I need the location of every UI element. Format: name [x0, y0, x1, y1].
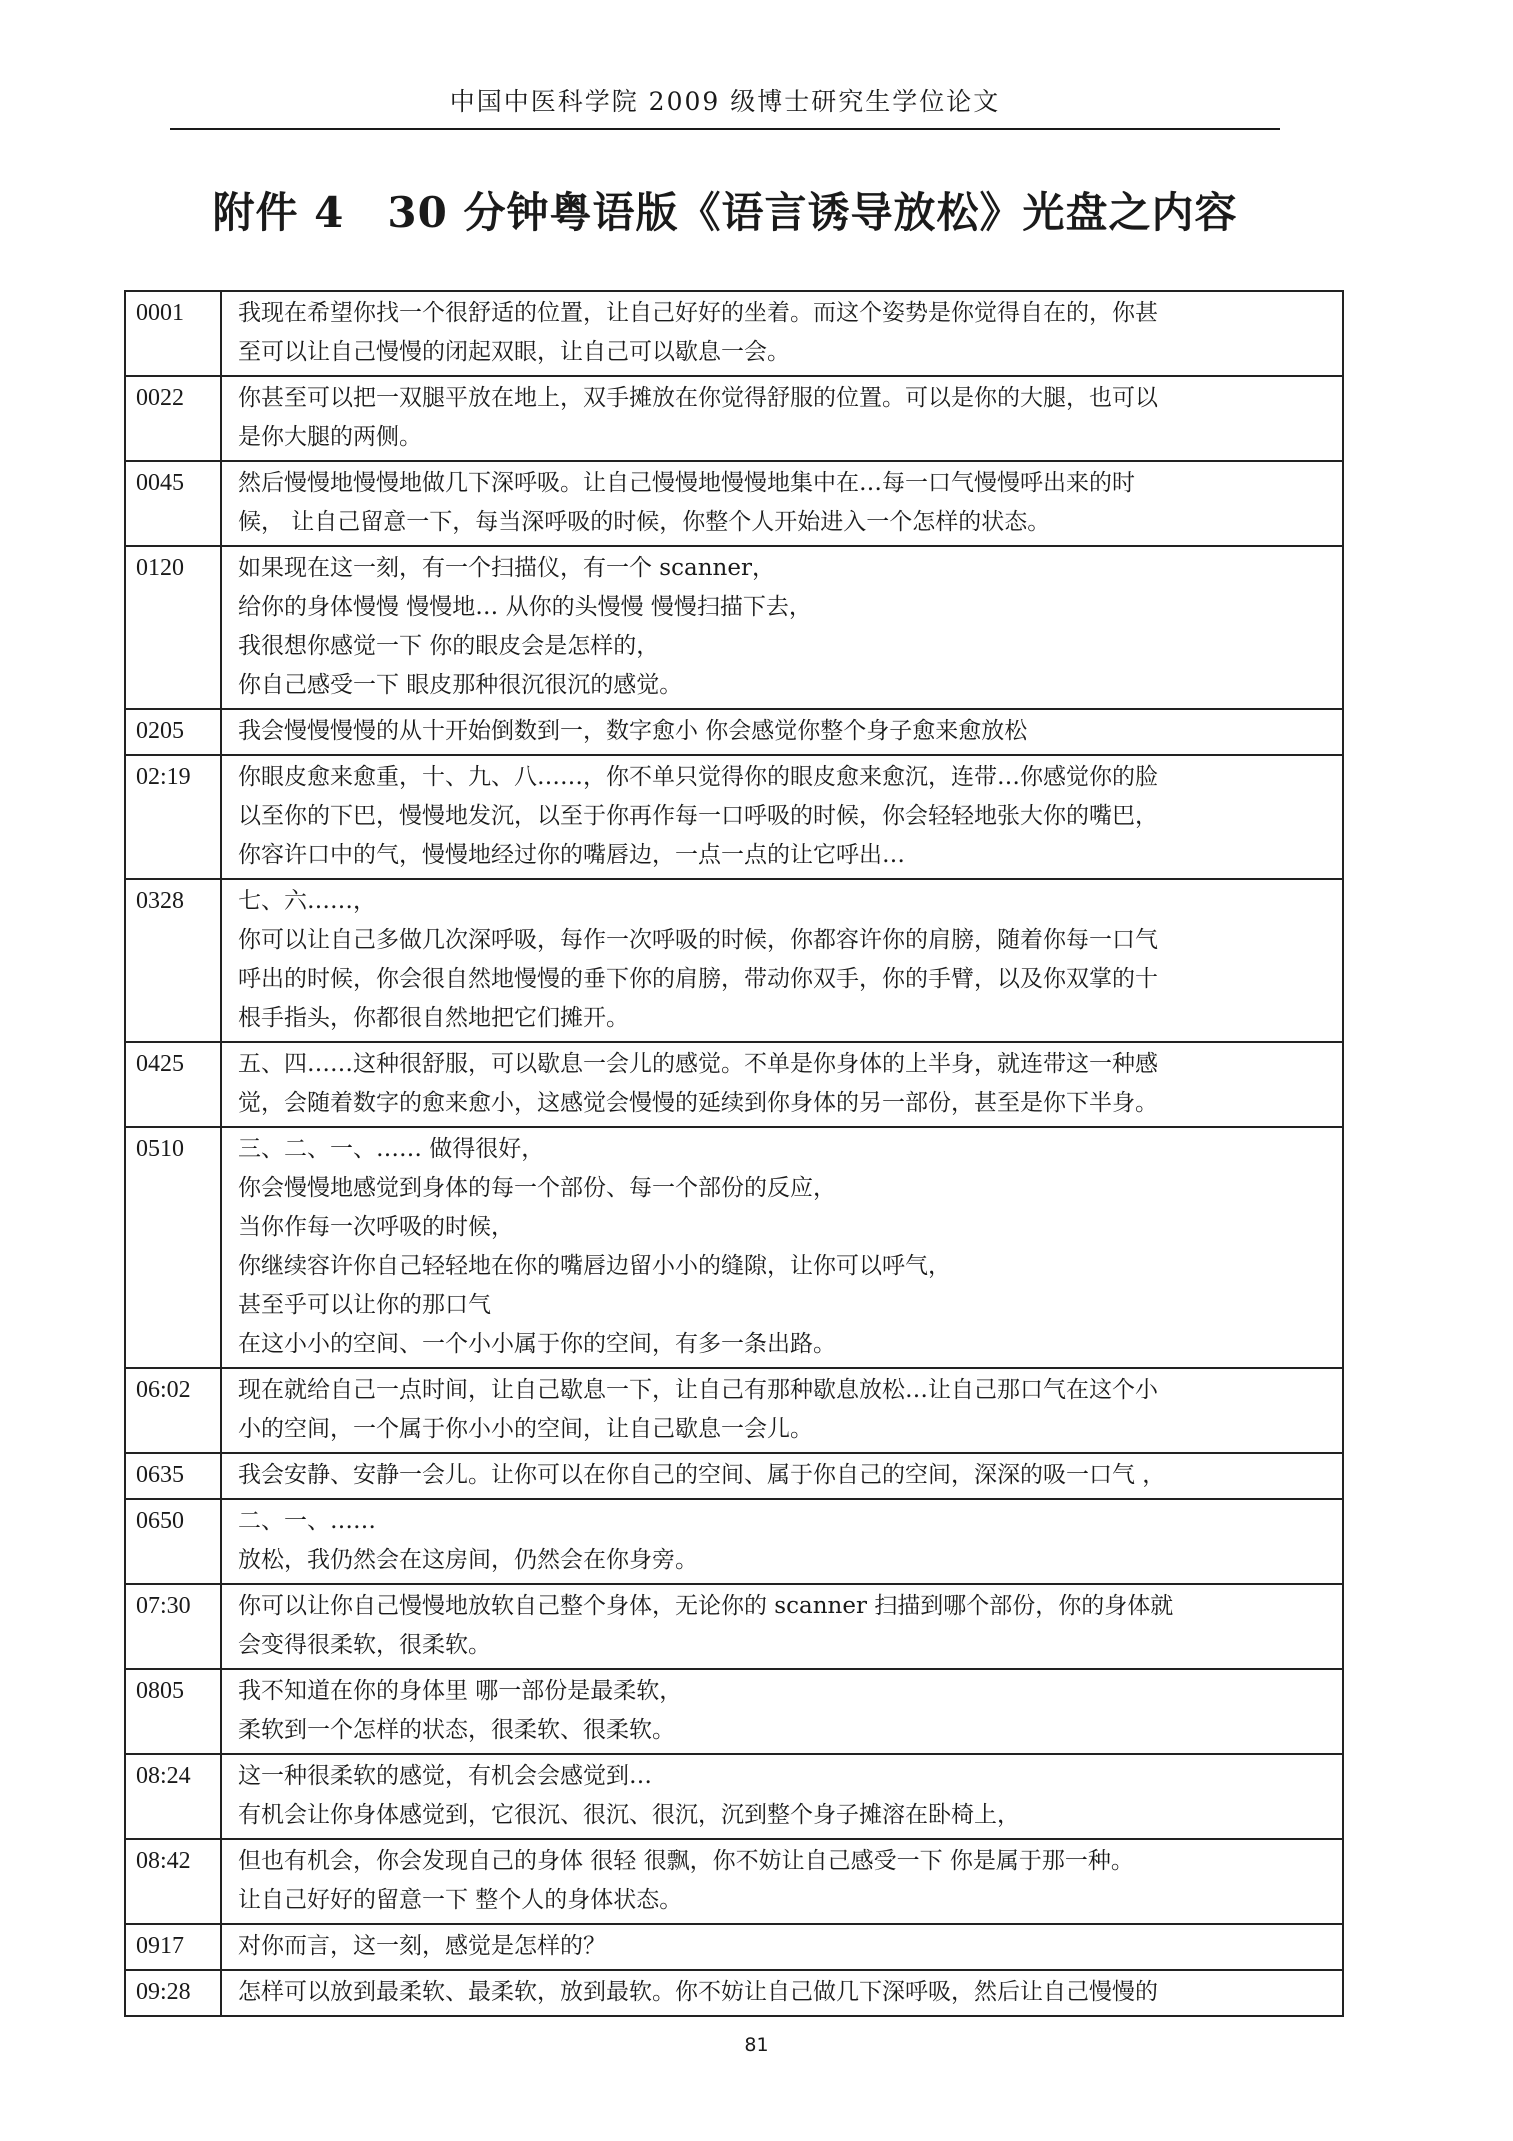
transcript-text-cell: [221, 1970, 1343, 2016]
table-row: [125, 461, 1343, 546]
table-row: [125, 755, 1343, 879]
timestamp-cell: 02:19: [125, 755, 221, 879]
transcript-line: 这一种很柔软的感觉，有机会会感觉到…: [238, 1763, 652, 1789]
timestamp-cell: 08:24: [125, 1754, 221, 1839]
transcript-text-cell: [221, 1584, 1343, 1669]
transcript-line: 你可以让你自己慢慢地放软自己整个身体，无论你的 scanner 扫描到哪个部份，你的身体就: [238, 1593, 1174, 1619]
transcript-line: 至可以让自己慢慢的闭起双眼，让自己可以歇息一会。: [238, 339, 790, 365]
transcript-line: 我会慢慢慢慢的从十开始倒数到一，数字愈小 你会感觉你整个身子愈来愈放松: [238, 718, 1028, 744]
transcript-line: 放松，我仍然会在这房间，仍然会在你身旁。: [238, 1547, 698, 1573]
transcript-line: 对你而言，这一刻，感觉是怎样的？: [238, 1933, 606, 1959]
transcript-line: 呼出的时候，你会很自然地慢慢的垂下你的肩膀，带动你双手，你的手臂，以及你双掌的十: [238, 966, 1158, 992]
page-number: 81: [744, 2034, 769, 2056]
transcript-line: 你甚至可以把一双腿平放在地上，双手摊放在你觉得舒服的位置。可以是你的大腿，也可以: [238, 385, 1158, 411]
transcript-text-cell: [221, 291, 1343, 376]
timestamp-cell: 09:28: [125, 1970, 221, 2016]
transcript-line: 让自己好好的留意一下 整个人的身体状态。: [238, 1887, 683, 1913]
transcript-line: 你自己感受一下 眼皮那种很沉很沉的感觉。: [238, 672, 683, 698]
timestamp-cell: 0205: [125, 709, 221, 755]
transcript-text-cell: [221, 1042, 1343, 1127]
timestamp-cell: 07:30: [125, 1584, 221, 1669]
transcript-line: 你可以让自己多做几次深呼吸，每作一次呼吸的时候，你都容许你的肩膀，随着你每一口气: [238, 927, 1158, 953]
timestamp-cell: 0510: [125, 1127, 221, 1368]
transcript-line: 有机会让你身体感觉到，它很沉、很沉、很沉，沉到整个身子摊溶在卧椅上，: [238, 1802, 1020, 1828]
transcript-line: 现在就给自己一点时间，让自己歇息一下，让自己有那种歇息放松…让自己那口气在这个小: [238, 1377, 1158, 1403]
timestamp-cell: 0328: [125, 879, 221, 1042]
timestamp-cell: 0805: [125, 1669, 221, 1754]
table-row: [125, 709, 1343, 755]
table-row: [125, 1924, 1343, 1970]
transcript-table: [124, 290, 1344, 2017]
transcript-line: 以至你的下巴，慢慢地发沉，以至于你再作每一口呼吸的时候，你会轻轻地张大你的嘴巴，: [238, 803, 1158, 829]
timestamp-cell: 0001: [125, 291, 221, 376]
transcript-text-cell: [221, 1499, 1343, 1584]
transcript-line: 怎样可以放到最柔软、最柔软，放到最软。你不妨让自己做几下深呼吸，然后让自己慢慢的: [238, 1979, 1158, 2005]
transcript-text-cell: [221, 1127, 1343, 1368]
transcript-line: 你容许口中的气，慢慢地经过你的嘴唇边，一点一点的让它呼出…: [238, 842, 905, 868]
timestamp-cell: 0425: [125, 1042, 221, 1127]
timestamp-cell: 0022: [125, 376, 221, 461]
transcript-line: 五、四……这种很舒服，可以歇息一会儿的感觉。不单是你身体的上半身，就连带这一种感: [238, 1051, 1158, 1077]
table-row: [125, 546, 1343, 709]
table-row: [125, 376, 1343, 461]
transcript-text-cell: [221, 1669, 1343, 1754]
transcript-text-cell: [221, 1754, 1343, 1839]
transcript-line: 在这小小的空间、一个小小属于你的空间，有多一条出路。: [238, 1331, 836, 1357]
transcript-line: 觉，会随着数字的愈来愈小，这感觉会慢慢的延续到你身体的另一部份，甚至是你下半身。: [238, 1090, 1158, 1116]
timestamp-cell: 0917: [125, 1924, 221, 1970]
transcript-line: 我很想你感觉一下 你的眼皮会是怎样的，: [238, 633, 660, 659]
transcript-text-cell: [221, 1368, 1343, 1453]
page-title: 附件 4 30 分钟粤语版《语言诱导放松》光盘之内容: [212, 188, 1238, 237]
transcript-line: 候， 让自己留意一下，每当深呼吸的时候，你整个人开始进入一个怎样的状态。: [238, 509, 1051, 535]
table-row: [125, 1584, 1343, 1669]
timestamp-cell: 0650: [125, 1499, 221, 1584]
table-row: [125, 1368, 1343, 1453]
transcript-text-cell: [221, 376, 1343, 461]
transcript-table-body: [125, 291, 1343, 2016]
table-row: [125, 1669, 1343, 1754]
timestamp-cell: 0120: [125, 546, 221, 709]
transcript-line: 但也有机会，你会发现自己的身体 很轻 很飘，你不妨让自己感受一下 你是属于那一种。: [238, 1848, 1134, 1874]
transcript-text-cell: [221, 546, 1343, 709]
transcript-line: 柔软到一个怎样的状态，很柔软、很柔软。: [238, 1717, 675, 1743]
transcript-line: 然后慢慢地慢慢地做几下深呼吸。让自己慢慢地慢慢地集中在…每一口气慢慢呼出来的时: [238, 470, 1135, 496]
transcript-line: 我会安静、安静一会儿。让你可以在你自己的空间、属于你自己的空间，深深的吸一口气 ，: [238, 1462, 1166, 1488]
table-row: [125, 291, 1343, 376]
table-row: [125, 1042, 1343, 1127]
transcript-line: 你眼皮愈来愈重，十、九、八……，你不单只觉得你的眼皮愈来愈沉，连带…你感觉你的脸: [238, 764, 1158, 790]
table-row: [125, 879, 1343, 1042]
transcript-text-cell: [221, 879, 1343, 1042]
transcript-text-cell: [221, 1924, 1343, 1970]
transcript-line: 三、二、一、…… 做得很好，: [238, 1136, 545, 1162]
timestamp-cell: 08:42: [125, 1839, 221, 1924]
timestamp-cell: 0635: [125, 1453, 221, 1499]
table-row: [125, 1754, 1343, 1839]
transcript-line: 小的空间，一个属于你小小的空间，让自己歇息一会儿。: [238, 1416, 813, 1442]
running-header: 中国中医科学院 2009 级博士研究生学位论文: [449, 87, 1001, 116]
table-row: [125, 1453, 1343, 1499]
transcript-line: 甚至乎可以让你的那口气: [238, 1292, 491, 1318]
table-row: [125, 1499, 1343, 1584]
transcript-line: 当你作每一次呼吸的时候，: [238, 1214, 514, 1240]
table-row: [125, 1970, 1343, 2016]
transcript-line: 是你大腿的两侧。: [238, 424, 422, 450]
transcript-line: 根手指头，你都很自然地把它们摊开。: [238, 1005, 629, 1031]
timestamp-cell: 0045: [125, 461, 221, 546]
transcript-text-cell: [221, 461, 1343, 546]
transcript-line: 我不知道在你的身体里 哪一部份是最柔软，: [238, 1678, 683, 1704]
header-divider: [170, 128, 1280, 130]
transcript-line: 你继续容许你自己轻轻地在你的嘴唇边留小小的缝隙，让你可以呼气，: [238, 1253, 951, 1279]
timestamp-cell: 06:02: [125, 1368, 221, 1453]
transcript-line: 如果现在这一刻，有一个扫描仪，有一个 scanner，: [238, 555, 775, 581]
table-row: [125, 1839, 1343, 1924]
transcript-line: 我现在希望你找一个很舒适的位置，让自己好好的坐着。而这个姿势是你觉得自在的，你甚: [238, 300, 1158, 326]
transcript-text-cell: [221, 709, 1343, 755]
transcript-line: 给你的身体慢慢 慢慢地… 从你的头慢慢 慢慢扫描下去，: [238, 594, 812, 620]
transcript-text-cell: [221, 755, 1343, 879]
transcript-line: 七、六……，: [238, 888, 376, 914]
transcript-text-cell: [221, 1453, 1343, 1499]
transcript-line: 你会慢慢地感觉到身体的每一个部份、每一个部份的反应，: [238, 1175, 836, 1201]
table-row: [125, 1127, 1343, 1368]
transcript-line: 会变得很柔软，很柔软。: [238, 1632, 491, 1658]
transcript-line: 二、一、……: [238, 1508, 376, 1534]
transcript-text-cell: [221, 1839, 1343, 1924]
